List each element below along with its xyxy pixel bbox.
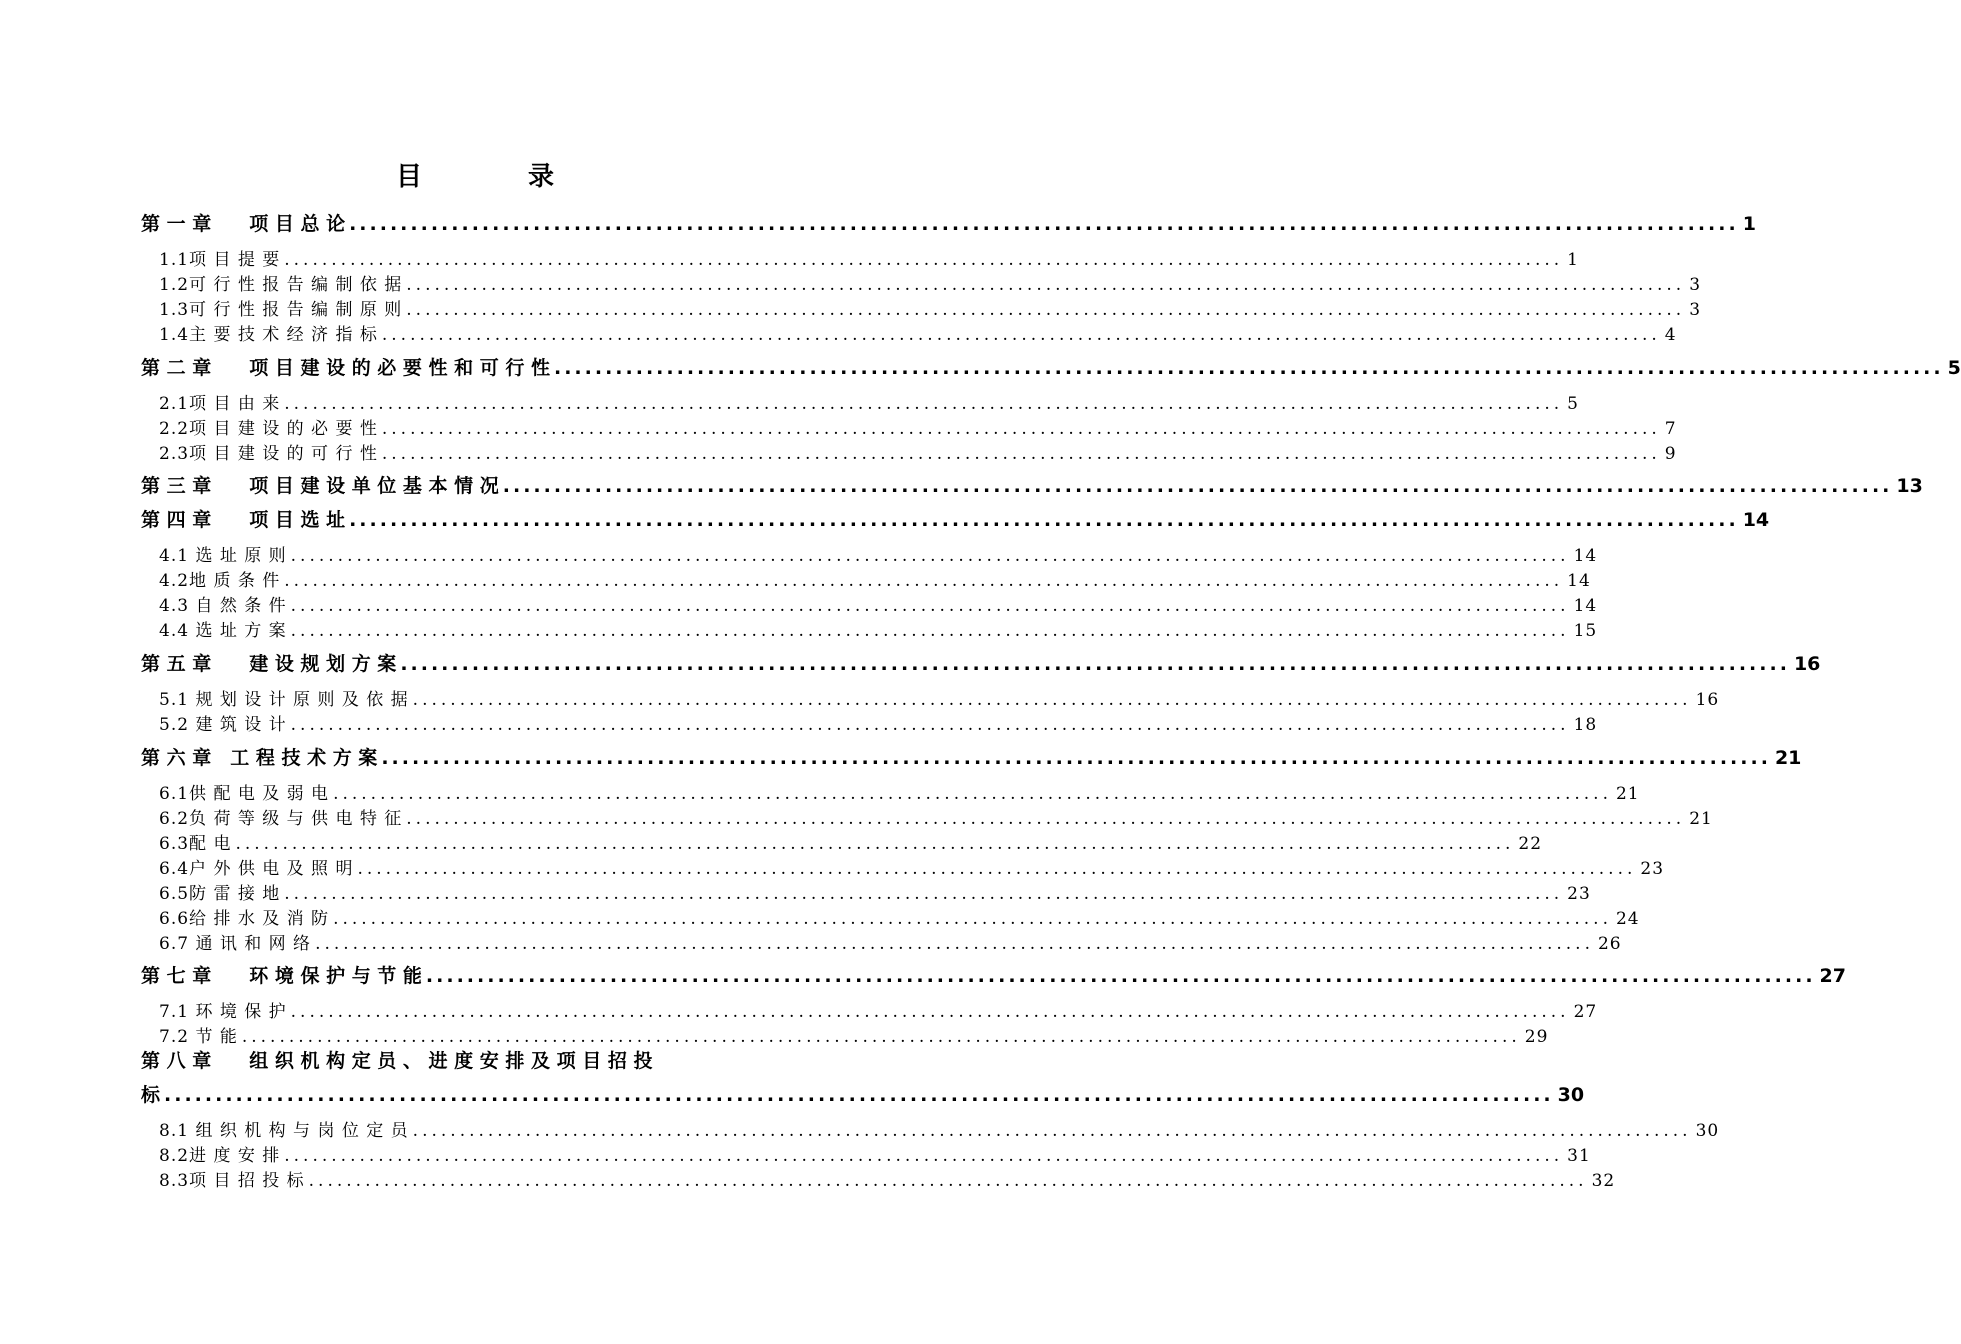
toc-entry-label: 7.2 节 能 bbox=[159, 1027, 238, 1047]
toc-page-number: 27 bbox=[1573, 1002, 1598, 1022]
toc-entry-label: 8.2进 度 安 排 bbox=[159, 1146, 281, 1166]
toc-section-entry[interactable] bbox=[159, 245, 1579, 270]
toc-page-number: 21 bbox=[1689, 809, 1713, 829]
toc-chapter-entry[interactable] bbox=[141, 649, 1821, 676]
toc-page-number: 1 bbox=[1742, 213, 1756, 235]
dot-leader: ........................................................................................................................................ bbox=[290, 596, 1570, 616]
toc-section-entry[interactable] bbox=[159, 829, 1543, 854]
toc-page-number: 14 bbox=[1573, 546, 1598, 566]
toc-entry-label: 6.1供 配 电 及 弱 电 bbox=[159, 784, 330, 804]
toc-page-number: 13 bbox=[1896, 475, 1923, 497]
toc-entry-label: 8.3项 目 招 投 标 bbox=[159, 1171, 305, 1191]
toc-section-entry[interactable] bbox=[159, 804, 1713, 829]
toc-chapter-entry[interactable] bbox=[141, 743, 1802, 770]
toc-entry-label: 4.2地 质 条 件 bbox=[159, 571, 281, 591]
toc-entry-label: 2.2项 目 建 设 的 必 要 性 bbox=[159, 419, 378, 439]
dot-leader: ........................................................................................................................................ bbox=[284, 884, 1564, 904]
toc-page-number: 4 bbox=[1664, 325, 1677, 345]
toc-section-entry[interactable] bbox=[159, 270, 1702, 295]
dot-leader: ........................................................................................................................................ bbox=[412, 1121, 1692, 1141]
dot-leader: ........................................................................................................................................ bbox=[406, 275, 1686, 295]
toc-entry-label: 1.2可 行 性 报 告 编 制 依 据 bbox=[159, 275, 403, 295]
toc-page-number: 22 bbox=[1518, 834, 1543, 854]
toc-entry-label: 4.3 自 然 条 件 bbox=[159, 596, 287, 616]
toc-section-entry[interactable] bbox=[159, 1116, 1720, 1141]
toc-chapter-entry[interactable] bbox=[141, 353, 1961, 380]
toc-entry-label: 1.3可 行 性 报 告 编 制 原 则 bbox=[159, 300, 403, 320]
toc-entry-label: 2.3项 目 建 设 的 可 行 性 bbox=[159, 444, 378, 464]
dot-leader: ........................................................................................................................................ bbox=[308, 1171, 1588, 1191]
dot-leader: ........................................................................................................................................ bbox=[290, 715, 1570, 735]
toc-page-number: 1 bbox=[1567, 250, 1579, 270]
toc-page-number: 3 bbox=[1689, 300, 1702, 320]
dot-leader: ........................................................................................................................................ bbox=[381, 419, 1661, 439]
toc-page-number: 30 bbox=[1557, 1084, 1585, 1106]
toc-entry-label: 6.5防 雷 接 地 bbox=[159, 884, 281, 904]
toc-chapter-entry[interactable] bbox=[141, 1080, 1585, 1107]
toc-section-entry[interactable] bbox=[159, 854, 1665, 879]
toc-chapter-entry[interactable] bbox=[141, 961, 1846, 988]
toc-section-entry[interactable] bbox=[159, 685, 1720, 710]
dot-leader: ........................................................................................................................................ bbox=[502, 475, 1893, 497]
toc-entry-label: 6.3配 电 bbox=[159, 834, 232, 854]
toc-entry-label: 1.4主 要 技 术 经 济 指 标 bbox=[159, 325, 378, 345]
toc-section-entry[interactable] bbox=[159, 389, 1579, 414]
toc-page-number: 26 bbox=[1597, 934, 1622, 954]
toc-entry-label: 6.7 通 讯 和 网 络 bbox=[159, 934, 312, 954]
dot-leader: ........................................................................................................................................ bbox=[406, 300, 1686, 320]
dot-leader: ........................................................................................................................................ bbox=[284, 571, 1564, 591]
dot-leader: ........................................................................................................................................ bbox=[315, 934, 1594, 954]
toc-section-entry[interactable] bbox=[159, 295, 1702, 320]
toc-chapter-entry[interactable] bbox=[141, 505, 1770, 532]
toc-page-number: 14 bbox=[1742, 509, 1770, 531]
toc-page-number: 23 bbox=[1640, 859, 1665, 879]
toc-entry-label: 第 二 章 项 目 建 设 的 必 要 性 和 可 行 性 bbox=[141, 357, 550, 379]
toc-entry-label: 8.1 组 织 机 构 与 岗 位 定 员 bbox=[159, 1121, 409, 1141]
toc-section-entry[interactable] bbox=[159, 710, 1598, 735]
dot-leader: ........................................................................................................................................ bbox=[333, 909, 1612, 929]
toc-section-entry[interactable] bbox=[159, 591, 1598, 616]
toc-section-entry[interactable] bbox=[159, 1141, 1591, 1166]
toc-page-number: 21 bbox=[1615, 784, 1640, 804]
dot-leader: ........................................................................................................................................ bbox=[412, 690, 1692, 710]
toc-entry-label: 4.1 选 址 原 则 bbox=[159, 546, 287, 566]
dot-leader: ........................................................................................................................................ bbox=[381, 444, 1661, 464]
toc-section-entry[interactable] bbox=[159, 1022, 1549, 1047]
toc-section-entry[interactable] bbox=[159, 320, 1677, 345]
toc-entry-label: 7.1 环 境 保 护 bbox=[159, 1002, 287, 1022]
dot-leader: ........................................................................................................................................ bbox=[284, 394, 1564, 414]
toc-page-number: 5 bbox=[1567, 394, 1579, 414]
toc-page-number: 18 bbox=[1573, 715, 1598, 735]
toc-entry-label: 5.2 建 筑 设 计 bbox=[159, 715, 287, 735]
dot-leader: ........................................................................................................................................ bbox=[425, 965, 1816, 987]
dot-leader: ........................................................................................................................................ bbox=[241, 1027, 1521, 1047]
dot-leader: ........................................................................................................................................ bbox=[290, 546, 1570, 566]
chapter-heading-line: 第 八 章 组 织 机 构 定 员 、 进 度 安 排 及 项 目 招 投 bbox=[141, 1050, 653, 1072]
toc-entry-label: 第 三 章 项 目 建 设 单 位 基 本 情 况 bbox=[141, 475, 499, 497]
toc-page-number: 16 bbox=[1695, 690, 1720, 710]
toc-page-number: 5 bbox=[1947, 357, 1961, 379]
dot-leader: ........................................................................................................................................ bbox=[333, 784, 1612, 804]
toc-entry-label: 6.6给 排 水 及 消 防 bbox=[159, 909, 330, 929]
dot-leader: ........................................................................................................................................ bbox=[554, 357, 1944, 379]
dot-leader: ........................................................................................................................................ bbox=[381, 747, 1771, 769]
dot-leader: ........................................................................................................................................ bbox=[406, 809, 1686, 829]
toc-entry-label: 6.2负 荷 等 级 与 供 电 特 征 bbox=[159, 809, 403, 829]
toc-page-number: 16 bbox=[1793, 653, 1821, 675]
dot-leader: ........................................................................................................................................ bbox=[284, 1146, 1564, 1166]
toc-page-number: 14 bbox=[1567, 571, 1591, 591]
dot-leader: ........................................................................................................................................ bbox=[284, 250, 1564, 270]
toc-entry-label: 4.4 选 址 方 案 bbox=[159, 621, 287, 641]
dot-leader: ........................................................................................................................................ bbox=[290, 621, 1570, 641]
toc-section-entry[interactable] bbox=[159, 1166, 1616, 1191]
toc-page-number: 21 bbox=[1774, 747, 1802, 769]
dot-leader: ........................................................................................................................................ bbox=[381, 325, 1661, 345]
toc-entry-label: 第 一 章 项 目 总 论 bbox=[141, 213, 346, 235]
dot-leader: ........................................................................................................................................ bbox=[400, 653, 1790, 675]
toc-entry-label: 2.1项 目 由 来 bbox=[159, 394, 281, 414]
toc-page-number: 3 bbox=[1689, 275, 1702, 295]
toc-page-number: 14 bbox=[1573, 596, 1598, 616]
toc-chapter-entry[interactable] bbox=[141, 471, 1923, 498]
toc-section-entry[interactable] bbox=[159, 779, 1640, 804]
toc-section-entry[interactable] bbox=[159, 997, 1598, 1022]
toc-page-number: 30 bbox=[1695, 1121, 1720, 1141]
toc-section-entry[interactable] bbox=[159, 616, 1598, 641]
toc-page-number: 24 bbox=[1615, 909, 1640, 929]
toc-section-entry[interactable] bbox=[159, 439, 1677, 464]
toc-chapter-entry[interactable] bbox=[141, 209, 1756, 236]
toc-section-entry[interactable] bbox=[159, 541, 1598, 566]
toc-section-entry[interactable] bbox=[159, 929, 1622, 954]
toc-entry-label: 第 七 章 环 境 保 护 与 节 能 bbox=[141, 965, 422, 987]
page-title: 目 录 bbox=[395, 162, 594, 192]
dot-leader: ........................................................................................................................................ bbox=[164, 1084, 1554, 1106]
dot-leader: ........................................................................................................................................ bbox=[235, 834, 1515, 854]
toc-entry-label: 6.4户 外 供 电 及 照 明 bbox=[159, 859, 354, 879]
toc-entry-label: 第 四 章 项 目 选 址 bbox=[141, 509, 346, 531]
toc-page-number: 31 bbox=[1567, 1146, 1591, 1166]
toc-entry-label: 第 五 章 建 设 规 划 方 案 bbox=[141, 653, 397, 675]
toc-entry-label: 1.1项 目 提 要 bbox=[159, 250, 281, 270]
toc-section-entry[interactable] bbox=[159, 904, 1640, 929]
dot-leader: ........................................................................................................................................ bbox=[290, 1002, 1570, 1022]
toc-entry-label: 标 bbox=[141, 1084, 161, 1106]
toc-entry-label: 第 六 章 工 程 技 术 方 案 bbox=[141, 747, 378, 769]
toc-section-entry[interactable] bbox=[159, 879, 1591, 904]
toc-section-entry[interactable] bbox=[159, 566, 1591, 591]
toc-section-entry[interactable] bbox=[159, 414, 1677, 439]
toc-page-number: 23 bbox=[1567, 884, 1591, 904]
dot-leader: ........................................................................................................................................ bbox=[349, 509, 1739, 531]
toc-entry-label: 5.1 规 划 设 计 原 则 及 依 据 bbox=[159, 690, 409, 710]
toc-page-number: 32 bbox=[1591, 1171, 1616, 1191]
dot-leader: ........................................................................................................................................ bbox=[349, 213, 1739, 235]
toc-page-number: 15 bbox=[1573, 621, 1598, 641]
dot-leader: ........................................................................................................................................ bbox=[357, 859, 1637, 879]
toc-page-number: 9 bbox=[1664, 444, 1677, 464]
toc-page-number: 29 bbox=[1524, 1027, 1549, 1047]
toc-page-number: 7 bbox=[1664, 419, 1677, 439]
toc-page-number: 27 bbox=[1819, 965, 1846, 987]
